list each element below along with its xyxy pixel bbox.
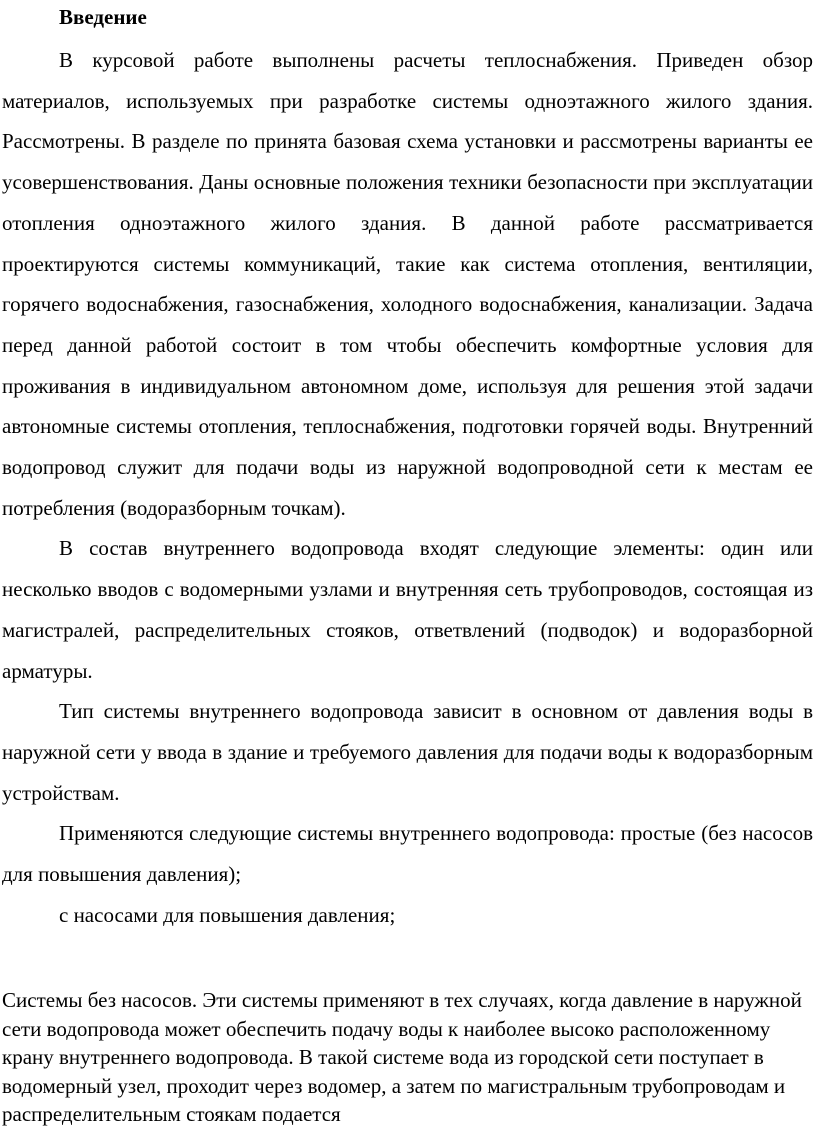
paragraph-systems-list: Применяются следующие системы внутреннего водопровода: простые (без насосов для повышения давления);	[2, 821, 813, 887]
document-body	[2, 40, 813, 935]
paragraph-intro: В курсовой работе выполнены расчеты теплоснабжения. Приведен обзор материалов, используемых при разработке системы одноэтажного жилого здания. Рассмотрены. В разделе по принята базовая схема установки и рассмотрены варианты ее усовершенствования. Даны основные положения техники безопасности при эксплуатации отопления одноэтажного жилого здания. В данной работе рассматривается проектируются системы коммуникаций, такие как система отопления, вентиляции, горячего водоснабжения, газоснабжения, холодного водоснабжения, канализации. Задача перед данной работой состоит в том чтобы обеспечить комфортные условия для проживания в индивидуальном автономном доме, используя для решения этой задачи автономные системы отопления, теплоснабжения, подготовки горячей воды. Внутренний водопровод служит для подачи воды из наружной водопроводной сети к местам ее потребления (водоразборным точкам).	[2, 48, 813, 520]
paragraph-systems-without-pumps: Системы без насосов. Эти системы применяют в тех случаях, когда давление в наружной сети водопровода может обеспечить подачу воды к наиболее высоко расположенному крану внутреннего водопровода. В такой системе вода из городской сети поступает в водомерный узел, проходит через водомер, а затем по магистральным трубопроводам и распределительным стоякам подается	[2, 988, 802, 1126]
paragraph-composition: В состав внутреннего водопровода входят следующие элементы: один или несколько вводов с водомерными узлами и внутренняя сеть трубопроводов, состоящая из магистралей, распределительных стояков, ответвлений (подводок) и водоразборной арматуры.	[2, 536, 813, 683]
document-heading: Введение	[59, 5, 147, 29]
paragraph-with-pumps: с насосами для повышения давления;	[59, 902, 396, 927]
paragraph-system-type: Тип системы внутреннего водопровода зависит в основном от давления воды в наружной сети у ввода в здание и требуемого давления для подачи воды к водоразборным устройствам.	[2, 699, 813, 805]
